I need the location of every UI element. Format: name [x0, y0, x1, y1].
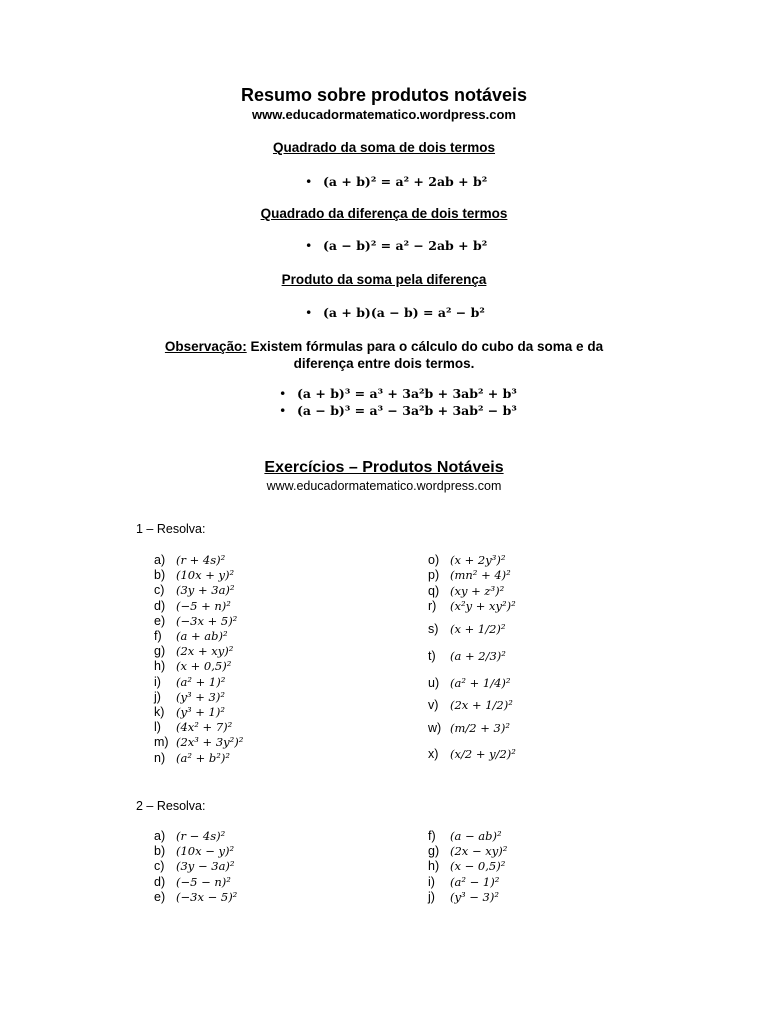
exercise-item-expression: (a² + b²)²	[176, 750, 230, 765]
formula-text: (a + b)(a − b) = a² − b²	[323, 305, 485, 320]
exercise-item	[154, 553, 225, 568]
exercise-item-label: t)	[428, 649, 436, 663]
exercise-item-label: l)	[154, 720, 161, 735]
exercise-item	[154, 720, 232, 735]
exercise-item	[154, 829, 225, 844]
exercise-item-expression: (y³ − 3)²	[450, 889, 499, 904]
exercise-item	[154, 583, 235, 598]
exercise-item-expression: (10x + y)²	[176, 568, 235, 583]
exercise-item-label: q)	[428, 584, 440, 598]
exercise-item-label: x)	[428, 747, 439, 761]
exercise-item-label: m)	[154, 735, 169, 750]
section-heading-square-sum: Quadrado da soma de dois termos	[272, 140, 496, 155]
exercise-item	[154, 751, 230, 766]
exercise-item-expression: (a + 2/3)²	[450, 649, 506, 663]
exercise-item-label: g)	[428, 844, 440, 859]
exercise-item-label: e)	[154, 613, 166, 628]
exercise-item-label: d)	[154, 598, 166, 613]
exercise-item	[154, 890, 237, 905]
exercise-item-label: n)	[154, 750, 166, 765]
exercise-item	[428, 721, 510, 736]
exercise-item-expression: (−5 − n)²	[176, 874, 231, 889]
exercise-item	[428, 747, 516, 762]
exercise-item-expression: (r − 4s)²	[176, 829, 226, 843]
formula-text: (a + b)³ = a³ + 3a²b + 3ab² + b³	[297, 386, 517, 401]
exercise-item-label: k)	[154, 705, 165, 719]
bullet-icon: •	[305, 174, 313, 189]
exercise-item-label: e)	[154, 889, 166, 904]
section-heading-square-diff: Quadrado da diferença de dois termos	[260, 206, 508, 221]
exercise-item-expression: (2x + 1/2)²	[450, 698, 513, 712]
exercise-item-expression: (y³ + 1)²	[176, 705, 225, 719]
exercise-item-expression: (4x² + 7)²	[176, 720, 233, 735]
exercise-item-expression: (x²y + xy²)²	[450, 599, 516, 613]
exercise-item	[428, 553, 505, 568]
exercise-item-expression: (2x + xy)²	[176, 644, 234, 659]
exercise-item	[154, 568, 234, 583]
formula-text: (a − b)² = a² − 2ab + b²	[323, 238, 488, 253]
exercise-item	[154, 735, 243, 750]
formula-square-sum	[305, 174, 487, 189]
exercise-item-expression: (a² + 1)²	[176, 674, 226, 689]
exercise-item-expression: (x + 1/2)²	[450, 622, 506, 636]
exercise-item	[154, 629, 228, 644]
exercise-item	[154, 859, 235, 874]
exercise-item-label: w)	[428, 721, 442, 735]
exercise-item-expression: (a − ab)²	[450, 829, 502, 843]
exercise-item	[154, 844, 234, 859]
exercise-item	[154, 705, 225, 720]
exercise-item-expression: (a² + 1/4)²	[450, 676, 511, 690]
exercise-item-expression: (x − 0,5)²	[450, 859, 506, 874]
observation	[0, 338, 768, 372]
bullet-icon: •	[279, 386, 287, 401]
exercise-item-expression: (a + ab)²	[176, 629, 228, 643]
exercise-item-label: v)	[428, 698, 439, 712]
question-1-label: 1 – Resolva:	[136, 522, 206, 536]
exercise-item	[428, 622, 506, 637]
exercise-item	[428, 844, 507, 859]
exercises-site-url: www.educadormatematico.wordpress.com	[266, 479, 502, 493]
exercise-item-expression: (−3x + 5)²	[176, 613, 238, 628]
exercise-item	[428, 890, 499, 905]
exercise-item-expression: (x + 2y³)²	[450, 553, 506, 567]
exercise-item-expression: (y³ + 3)²	[176, 689, 225, 704]
exercise-item	[428, 584, 504, 599]
exercise-item-label: u)	[428, 676, 440, 690]
exercise-item	[428, 875, 499, 890]
exercise-item-expression: (2x − xy)²	[450, 844, 508, 859]
exercise-item	[428, 829, 502, 844]
exercise-item-label: p)	[428, 568, 440, 582]
exercise-item-label: b)	[154, 844, 166, 859]
exercise-item-label: i)	[154, 674, 161, 689]
exercise-item-expression: (3y + 3a)²	[176, 583, 235, 598]
exercise-item-label: c)	[154, 583, 165, 598]
page-title: Resumo sobre produtos notáveis	[240, 85, 528, 105]
exercise-item	[154, 644, 233, 659]
exercise-item-expression: (xy + z³)²	[450, 584, 505, 598]
exercise-item-label: d)	[154, 874, 166, 889]
exercise-item-expression: (3y − 3a)²	[176, 859, 235, 874]
exercise-item	[428, 568, 511, 583]
exercise-item-expression: (x + 0,5)²	[176, 659, 232, 674]
exercise-item-expression: (10x − y)²	[176, 844, 235, 859]
formula-square-diff	[305, 238, 487, 253]
exercise-item-label: j)	[428, 889, 435, 904]
exercise-item	[428, 676, 511, 691]
exercise-item-label: f)	[428, 829, 436, 843]
bullet-icon: •	[305, 305, 313, 320]
exercise-item-expression: (x/2 + y/2)²	[450, 747, 516, 761]
exercises-title: Exercícios – Produtos Notáveis	[264, 459, 504, 476]
exercise-item-expression: (m/2 + 3)²	[450, 721, 510, 735]
exercise-item-label: f)	[154, 629, 162, 643]
formula-cube-sum	[279, 386, 517, 401]
exercise-item	[428, 599, 516, 614]
formula-cube-diff	[279, 403, 517, 418]
exercise-item-expression: (−5 + n)²	[176, 598, 231, 613]
formula-text: (a − b)³ = a³ − 3a²b + 3ab² − b³	[297, 403, 517, 418]
exercise-item-label: c)	[154, 859, 165, 874]
exercise-item	[154, 675, 225, 690]
question-2-label: 2 – Resolva:	[136, 799, 206, 813]
exercise-item	[154, 659, 231, 674]
exercise-item	[154, 599, 231, 614]
exercise-item-label: h)	[154, 659, 166, 674]
exercise-item-label: a)	[154, 553, 166, 567]
exercise-item	[154, 875, 231, 890]
site-url: www.educadormatematico.wordpress.com	[252, 107, 516, 122]
observation-text-2: diferença entre dois termos.	[293, 356, 475, 371]
exercise-item-label: g)	[154, 644, 166, 659]
observation-text-1: Existem fórmulas para o cálculo do cubo da soma e da	[250, 339, 604, 354]
exercise-item-expression: (−3x − 5)²	[176, 889, 238, 904]
exercise-item-expression: (a² − 1)²	[450, 874, 500, 889]
exercise-item	[428, 649, 506, 664]
exercise-item-label: b)	[154, 568, 166, 583]
exercise-item-expression: (r + 4s)²	[176, 553, 226, 567]
bullet-icon: •	[279, 403, 287, 418]
exercise-item	[154, 614, 237, 629]
formula-sum-diff-product	[305, 305, 485, 320]
bullet-icon: •	[305, 238, 313, 253]
exercise-item-label: r)	[428, 599, 437, 613]
exercise-item-expression: (2x³ + 3y²)²	[176, 735, 244, 750]
observation-label: Observação:	[164, 339, 247, 354]
exercise-item-label: o)	[428, 553, 440, 567]
exercise-item-label: j)	[154, 689, 161, 704]
exercise-item-expression: (mn² + 4)²	[450, 568, 511, 582]
exercise-item-label: a)	[154, 829, 166, 843]
section-heading-sum-diff-product: Produto da soma pela diferença	[281, 272, 487, 287]
exercise-item	[154, 690, 225, 705]
formula-text: (a + b)² = a² + 2ab + b²	[323, 174, 488, 189]
exercise-item	[428, 698, 513, 713]
exercise-item-label: i)	[428, 874, 435, 889]
exercise-item-label: s)	[428, 622, 439, 636]
exercise-item	[428, 859, 505, 874]
exercise-item-label: h)	[428, 859, 440, 874]
